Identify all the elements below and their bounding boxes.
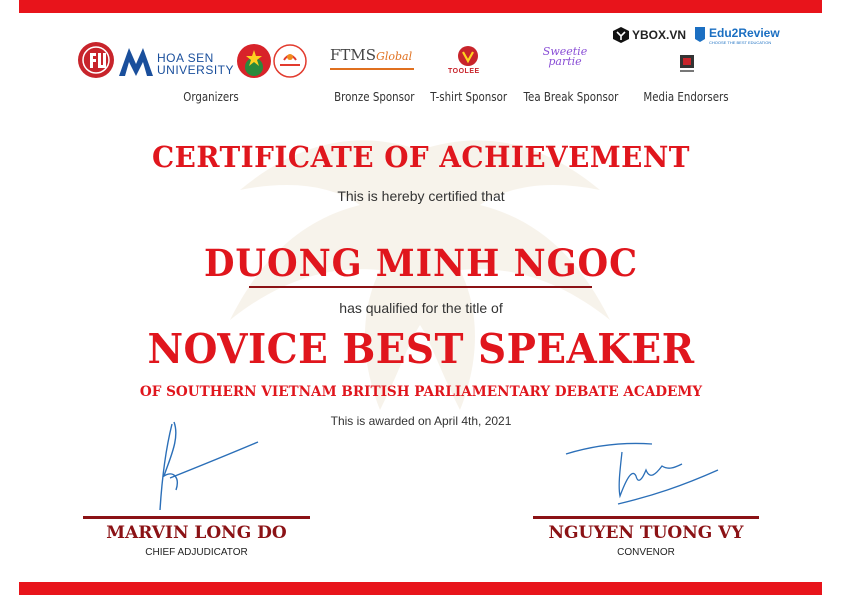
award-title: NOVICE BEST SPEAKER <box>147 325 695 373</box>
toolee-logo-text: TOOLEE <box>448 68 480 75</box>
certify-line: This is hereby certified that <box>337 188 505 204</box>
club-logo-icon <box>272 43 308 79</box>
signatory-name-left: MARVIN LONG DO <box>106 523 287 543</box>
organizers-caption: Organizers <box>183 89 239 104</box>
youth-union-logo-icon <box>236 43 272 79</box>
tshirt-sponsor-caption: T-shirt Sponsor <box>430 89 508 104</box>
signatory-role-left: CHIEF ADJUDICATOR <box>145 547 248 558</box>
ftms-underline <box>330 68 414 70</box>
tea-break-sponsor-caption: Tea Break Sponsor <box>523 89 619 104</box>
ybox-logo-icon <box>612 26 630 44</box>
toolee-logo-icon <box>456 45 480 67</box>
certificate-title: CERTIFICATE OF ACHIEVEMENT <box>152 140 690 174</box>
award-date: This is awarded on April 4th, 2021 <box>330 414 512 428</box>
edu2review-logo-icon <box>692 25 708 43</box>
media-endorsers-caption: Media Endorsers <box>643 89 729 104</box>
recipient-underline <box>249 286 592 288</box>
bronze-sponsor-caption: Bronze Sponsor <box>334 89 415 104</box>
bottom-red-bar <box>19 582 822 595</box>
ybox-logo-text: YBOX.VN <box>632 28 687 42</box>
media-endorser-logo-icon <box>677 52 697 74</box>
signature-right <box>562 440 722 510</box>
signatory-role-right: CONVENOR <box>617 547 675 558</box>
recipient-name: DUONG MINH NGOC <box>203 241 639 285</box>
edu2review-logo-text: Edu2Review <box>709 26 780 40</box>
hoa-sen-logo-text: HOA SEN UNIVERSITY <box>157 51 235 77</box>
qualified-line: has qualified for the title of <box>339 300 503 316</box>
organization-line: OF SOUTHERN VIETNAM BRITISH PARLIAMENTARY DEBATE ACADEMY <box>139 384 703 400</box>
edu2review-tagline: CHOOSE THE BEST EDUCATION <box>709 40 772 45</box>
ftms-logo: FTMSGlobal <box>330 46 413 64</box>
signature-right-rule <box>533 516 759 519</box>
sweetie-partie-logo: Sweetie partie <box>542 45 588 68</box>
signatory-name-right: NGUYEN TUONG VY <box>548 523 744 543</box>
top-red-bar <box>19 0 822 13</box>
hoa-sen-logo-icon <box>117 44 155 78</box>
signature-left <box>150 418 265 514</box>
university-seal-icon <box>77 41 115 79</box>
signature-left-rule <box>83 516 310 519</box>
